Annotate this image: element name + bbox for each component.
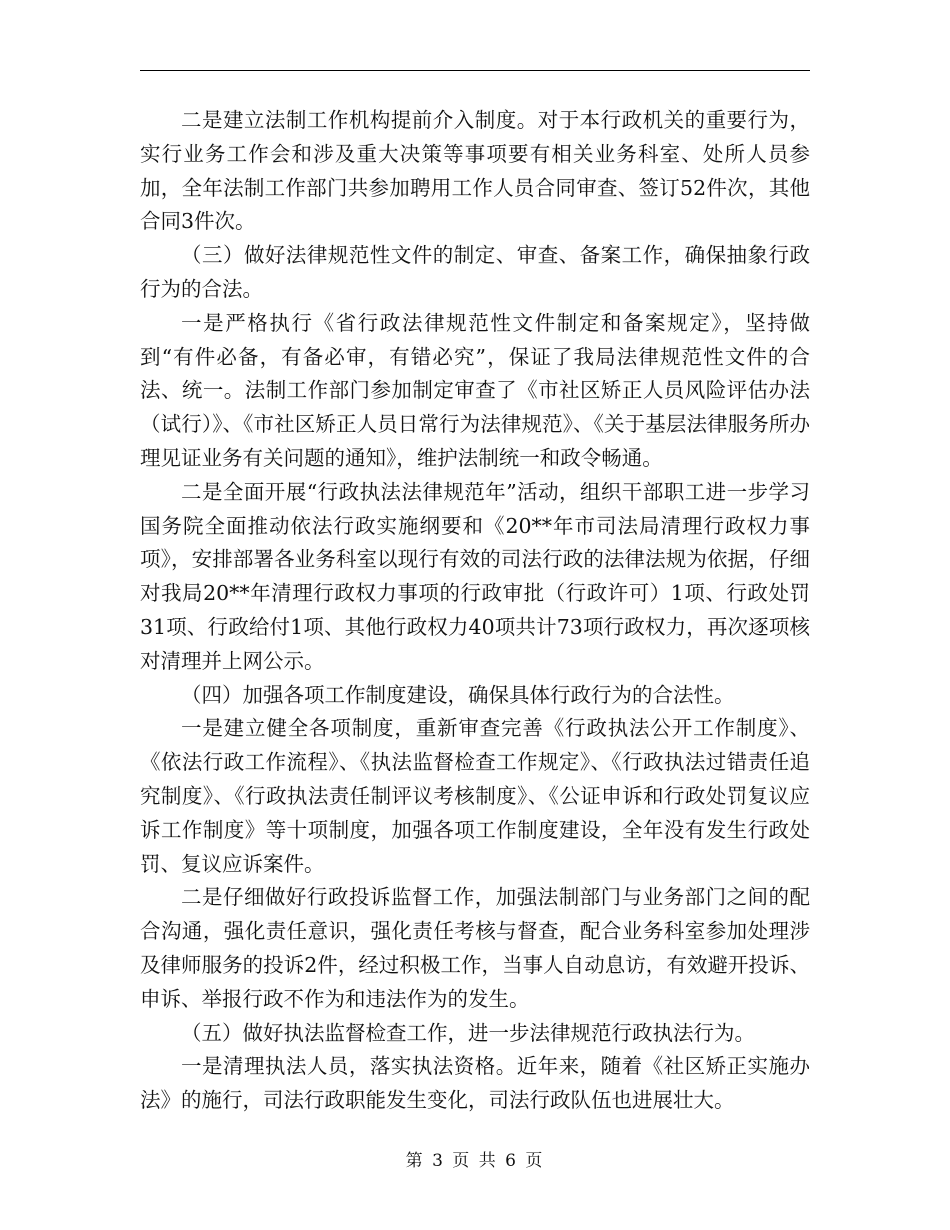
section-heading: （四）加强各项工作制度建设，确保具体行政行为的合法性。 — [181, 682, 735, 707]
page-footer: 第 3 页 共 6 页 — [405, 1151, 545, 1171]
paragraph: 二是建立法制工作机构提前介入制度。对于本行政机关的重要行为，实行业务工作会和涉及重大决策等事项要有相关业务科室、处所人员参加，全年法制工作部门共参加聘用工作人员合同审查、签订52件次，其他合同3件次。 — [140, 108, 810, 234]
paragraph: 一是建立健全各项制度，重新审查完善《行政执法公开工作制度》、《依法行政工作流程》、《执法监督检查工作规定》、《行政执法过错责任追究制度》、《行政执法责任制评议考核制度》、《公证申诉和行政处罚复议应诉工作制度》等十项制度，加强各项工作制度建设，全年没有发生行政处罚、复议应诉案件。 — [140, 716, 810, 876]
header-rule — [140, 70, 810, 71]
paragraph: 一是清理执法人员，落实执法资格。近年来，随着《社区矫正实施办法》的施行，司法行政职能发生变化，司法行政队伍也进展壮大。 — [140, 1054, 810, 1113]
paragraph: 二是全面开展“行政执法法律规范年”活动，组织干部职工进一步学习国务院全面推动依法行政实施纲要和《20**年市司法局清理行政权力事项》，安排部署各业务科室以现行有效的司法行政的法律法规为依据，仔细对我局20**年清理行政权力事项的行政审批（行政许可）1项、行政处罚31项、行政给付1项、其他行政权力40项共计73项行政权力，再次逐项核对清理并上网公示。 — [140, 479, 810, 673]
paragraph: 二是仔细做好行政投诉监督工作，加强法制部门与业务部门之间的配合沟通，强化责任意识，强化责任考核与督查，配合业务科室参加处理涉及律师服务的投诉2件，经过积极工作，当事人自动息访，有效避开投诉、申诉、举报行政不作为和违法作为的发生。 — [140, 885, 810, 1011]
document-body — [140, 104, 810, 1118]
section-heading: （五）做好执法监督检查工作，进一步法律规范行政执法行为。 — [181, 1020, 755, 1045]
section-heading: （三）做好法律规范性文件的制定、审查、备案工作，确保抽象行政行为的合法。 — [140, 243, 810, 301]
paragraph: 一是严格执行《省行政法律规范性文件制定和备案规定》，坚持做到“有件必备，有备必审，有错必究”，保证了我局法律规范性文件的合法、统一。法制工作部门参加制定审查了《市社区矫正人员风险评估办法（试行）》、《市社区矫正人员日常行为法律规范》、《关于基层法律服务所办理见证业务有关问题的通知》，维护法制统一和政令畅通。 — [140, 310, 810, 470]
